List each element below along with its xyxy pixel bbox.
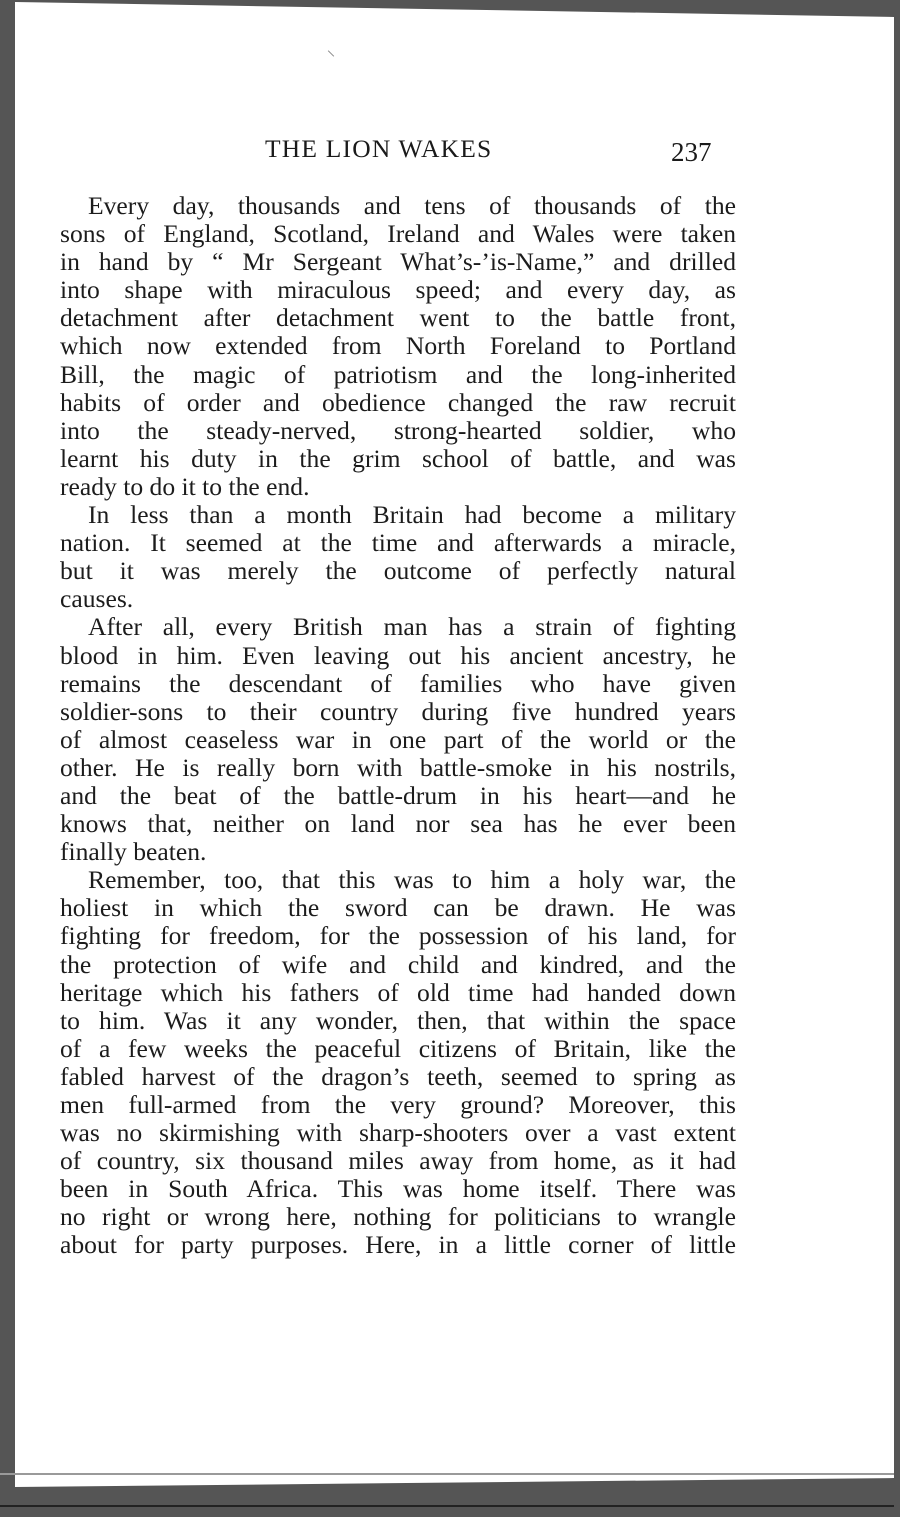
paragraph	[60, 613, 736, 866]
page-shadow-edge	[0, 1505, 894, 1507]
scan-right-edge	[894, 0, 900, 1517]
page-bottom-edge	[0, 1473, 894, 1475]
scan-left-edge	[0, 0, 15, 1517]
text-line: After all, every British man has a strain of fighting	[88, 612, 736, 642]
text-line: sons of England, Scotland, Ireland and Wales were taken	[60, 219, 736, 249]
text-line: finally beaten.	[60, 837, 207, 867]
text-line: but it was merely the outcome of perfectly natural	[60, 556, 736, 586]
text-line: into shape with miraculous speed; and every day, as	[60, 275, 736, 305]
text-line: Remember, too, that this was to him a holy war, the	[88, 865, 736, 895]
text-line: knows that, neither on land nor sea has he ever been	[60, 809, 736, 839]
text-line: fighting for freedom, for the possession of his land, for	[60, 921, 736, 951]
text-line: ready to do it to the end.	[60, 471, 310, 501]
text-line: In less than a month Britain had become a military	[88, 500, 736, 530]
text-line: of a few weeks the peaceful citizens of Britain, like the	[60, 1033, 736, 1063]
text-line: which now extended from North Foreland to Portland	[60, 331, 736, 361]
text-line: Bill, the magic of patriotism and the long-inherited	[60, 359, 736, 389]
text-line: holiest in which the sword can be drawn. He was	[60, 893, 736, 923]
text-line: causes.	[60, 584, 134, 614]
text-line: habits of order and obedience changed the raw recruit	[60, 387, 736, 417]
paragraph	[60, 501, 736, 613]
text-line: fabled harvest of the dragon’s teeth, seemed to spring as	[60, 1061, 736, 1091]
text-line: heritage which his fathers of old time had handed down	[60, 977, 736, 1007]
text-line: the protection of wife and child and kindred, and the	[60, 949, 736, 979]
text-line: other. He is really born with battle-smoke in his nostrils,	[60, 752, 736, 782]
text-line: blood in him. Even leaving out his ancient ancestry, he	[60, 640, 736, 670]
text-line: of country, six thousand miles away from home, as it had	[60, 1146, 736, 1176]
text-line: nation. It seemed at the time and afterwards a miracle,	[60, 528, 736, 558]
text-line: Every day, thousands and tens of thousands of the	[88, 191, 736, 220]
text-line: men full-armed from the very ground? Moreover, this	[60, 1090, 736, 1119]
text-line: in hand by “ Mr Sergeant What’s-’is-Name,” and drilled	[60, 247, 736, 277]
text-line: learnt his duty in the grim school of battle, and was	[60, 443, 736, 473]
scan-bottom-edge	[0, 1508, 900, 1517]
text-line: no right or wrong here, nothing for politicians to wrangle	[60, 1202, 736, 1232]
text-line: was no skirmishing with sharp-shooters over a vast extent	[60, 1118, 736, 1148]
text-line: detachment after detachment went to the battle front,	[60, 303, 736, 333]
text-line: remains the descendant of families who have given	[60, 668, 736, 698]
text-line: of almost ceaseless war in one part of the world or the	[60, 724, 736, 754]
body-text	[60, 192, 736, 1260]
page-header	[0, 134, 900, 174]
paragraph	[60, 866, 736, 1259]
text-line: about for party purposes. Here, in a little corner of little	[60, 1230, 736, 1260]
text-line: soldier-sons to their country during five hundred years	[60, 696, 736, 726]
paragraph	[60, 192, 736, 501]
text-line: to him. Was it any wonder, then, that within the space	[60, 1005, 736, 1035]
text-line: into the steady-nerved, strong-hearted soldier, who	[60, 415, 736, 445]
text-line: been in South Africa. This was home itself. There was	[60, 1174, 736, 1204]
running-title: THE LION WAKES	[265, 134, 493, 163]
text-line: and the beat of the battle-drum in his heart—and he	[60, 780, 736, 810]
page-number: 237	[671, 137, 712, 167]
